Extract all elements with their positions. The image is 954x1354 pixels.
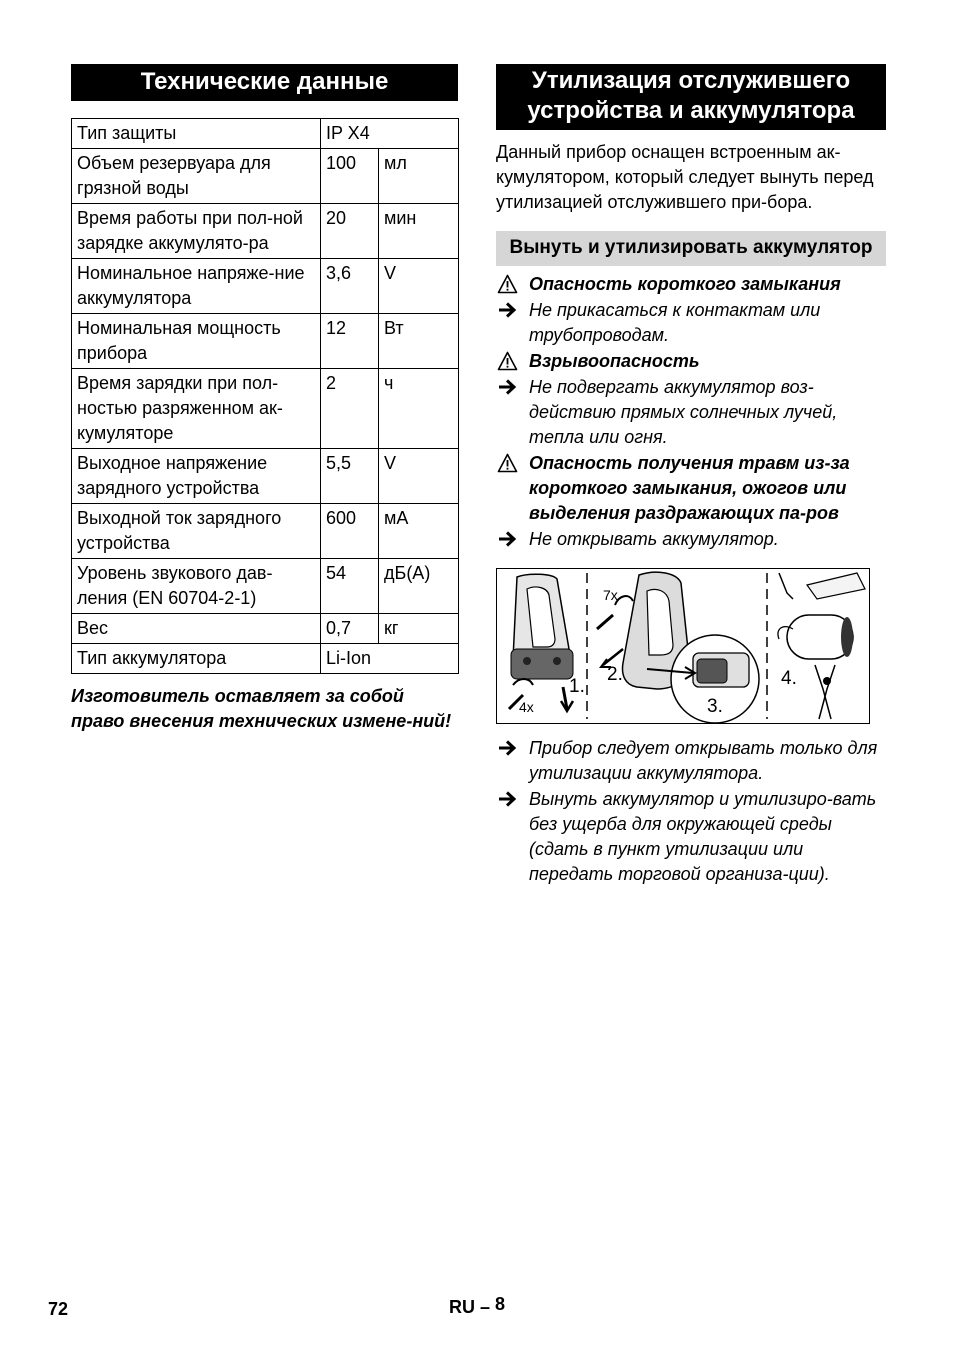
spec-value: 2 xyxy=(321,369,379,449)
spec-value: 600 xyxy=(321,504,379,559)
spec-label: Уровень звукового дав-ления (EN 60704-2-1) xyxy=(72,559,321,614)
spec-label: Вес xyxy=(72,614,321,644)
item-text: Не подвергать аккумулятор воз-действию прямых солнечных лучей, тепла или огня. xyxy=(529,377,838,447)
item-text: Вынуть аккумулятор и утилизиро-вать без ущерба для окружающей среды (сдать в пункт утилизации или передать торговой организа-ции). xyxy=(529,789,877,884)
item-text: Опасность получения травм из-за короткого замыкания, ожогов или выделения раздражающих па-ров xyxy=(529,453,850,523)
spec-unit: V xyxy=(379,449,459,504)
instruction-item xyxy=(496,736,886,786)
spec-unit: мин xyxy=(379,204,459,259)
arrow-right-icon xyxy=(497,789,519,811)
spec-unit: дБ(А) xyxy=(379,559,459,614)
section-code: RU xyxy=(449,1297,475,1317)
spec-row xyxy=(72,369,459,449)
arrow-right-icon xyxy=(497,529,519,551)
spec-value: 3,6 xyxy=(321,259,379,314)
disposal-instructions xyxy=(496,736,886,887)
spec-label: Время зарядки при пол-ностью разряженном ак-кумуляторе xyxy=(72,369,321,449)
instruction-item xyxy=(496,375,886,450)
spec-value: 0,7 xyxy=(321,614,379,644)
safety-instructions xyxy=(496,272,886,552)
spec-label: Номинальное напряже-ние аккумулятора xyxy=(72,259,321,314)
item-text: Не прикасаться к контактам или трубопроводам. xyxy=(529,300,821,345)
spec-row xyxy=(72,149,459,204)
warning-item xyxy=(496,349,886,374)
spec-unit: Вт xyxy=(379,314,459,369)
manufacturer-note: Изготовитель оставляет за собой право внесения технических измене-ний! xyxy=(71,686,452,731)
step-1-label: 1. xyxy=(569,676,585,697)
warning-triangle-icon xyxy=(497,351,519,373)
spec-value: Li-Ion xyxy=(321,644,459,674)
spec-value: 5,5 xyxy=(321,449,379,504)
instruction-item xyxy=(496,527,886,552)
page-number: 72 xyxy=(48,1299,69,1319)
spec-value: 20 xyxy=(321,204,379,259)
technical-data-heading: Технические данные xyxy=(71,64,458,101)
screws-7x-label: 7x xyxy=(603,587,618,603)
spec-unit: V xyxy=(379,259,459,314)
screws-4x-label: 4x xyxy=(519,699,534,715)
arrow-right-icon xyxy=(497,738,519,760)
spec-row xyxy=(72,259,459,314)
item-text: Прибор следует открывать только для утилизации аккумулятора. xyxy=(529,738,878,783)
spec-label: Объем резервуара для грязной воды xyxy=(72,149,321,204)
illustration-drawing xyxy=(497,569,869,723)
spec-value: 12 xyxy=(321,314,379,369)
spec-row xyxy=(72,314,459,369)
arrow-right-icon xyxy=(497,377,519,399)
warning-item xyxy=(496,272,886,297)
warning-triangle-icon xyxy=(497,453,519,475)
spec-label: Выходной ток зарядного устройства xyxy=(72,504,321,559)
technical-data-column xyxy=(71,64,458,734)
battery-removal-illustration xyxy=(496,568,870,724)
spec-value: IP X4 xyxy=(321,119,459,149)
spec-row xyxy=(72,449,459,504)
spec-value: 54 xyxy=(321,559,379,614)
remove-battery-subheading: Вынуть и утилизировать аккумулятор xyxy=(496,231,886,266)
warning-triangle-icon xyxy=(497,274,519,296)
spec-row xyxy=(72,119,459,149)
spec-label: Тип защиты xyxy=(72,119,321,149)
spec-unit: мА xyxy=(379,504,459,559)
spec-row xyxy=(72,644,459,674)
spec-row xyxy=(72,559,459,614)
section-page-marker xyxy=(449,1294,506,1318)
spec-label: Выходное напряжение зарядного устройства xyxy=(72,449,321,504)
spec-label: Время работы при пол-ной зарядке аккумулято-ра xyxy=(72,204,321,259)
spec-unit: ч xyxy=(379,369,459,449)
spec-row xyxy=(72,204,459,259)
item-text: Опасность короткого замыкания xyxy=(529,274,841,294)
item-text: Не открывать аккумулятор. xyxy=(529,529,779,549)
instruction-item xyxy=(496,298,886,348)
arrow-right-icon xyxy=(497,300,519,322)
disposal-column xyxy=(496,64,886,887)
disposal-heading: Утилизация отслужившего устройства и аккумулятора xyxy=(496,64,886,130)
item-text: Взрывоопасность xyxy=(529,351,700,371)
step-2-label: 2. xyxy=(607,664,623,685)
technical-data-table xyxy=(71,118,459,674)
disposal-intro: Данный прибор оснащен встроенным ак-кумулятором, который следует вынуть перед утилизацией отслужившего при-бора. xyxy=(496,142,874,212)
spec-value: 100 xyxy=(321,149,379,204)
spec-row xyxy=(72,614,459,644)
spec-unit: мл xyxy=(379,149,459,204)
warning-item xyxy=(496,451,886,526)
section-page: 8 xyxy=(495,1294,506,1314)
step-4-label: 4. xyxy=(781,668,797,689)
spec-row xyxy=(72,504,459,559)
instruction-item xyxy=(496,787,886,887)
spec-label: Номинальная мощность прибора xyxy=(72,314,321,369)
section-dash: – xyxy=(480,1297,496,1317)
spec-label: Тип аккумулятора xyxy=(72,644,321,674)
spec-unit: кг xyxy=(379,614,459,644)
step-3-label: 3. xyxy=(707,696,723,717)
